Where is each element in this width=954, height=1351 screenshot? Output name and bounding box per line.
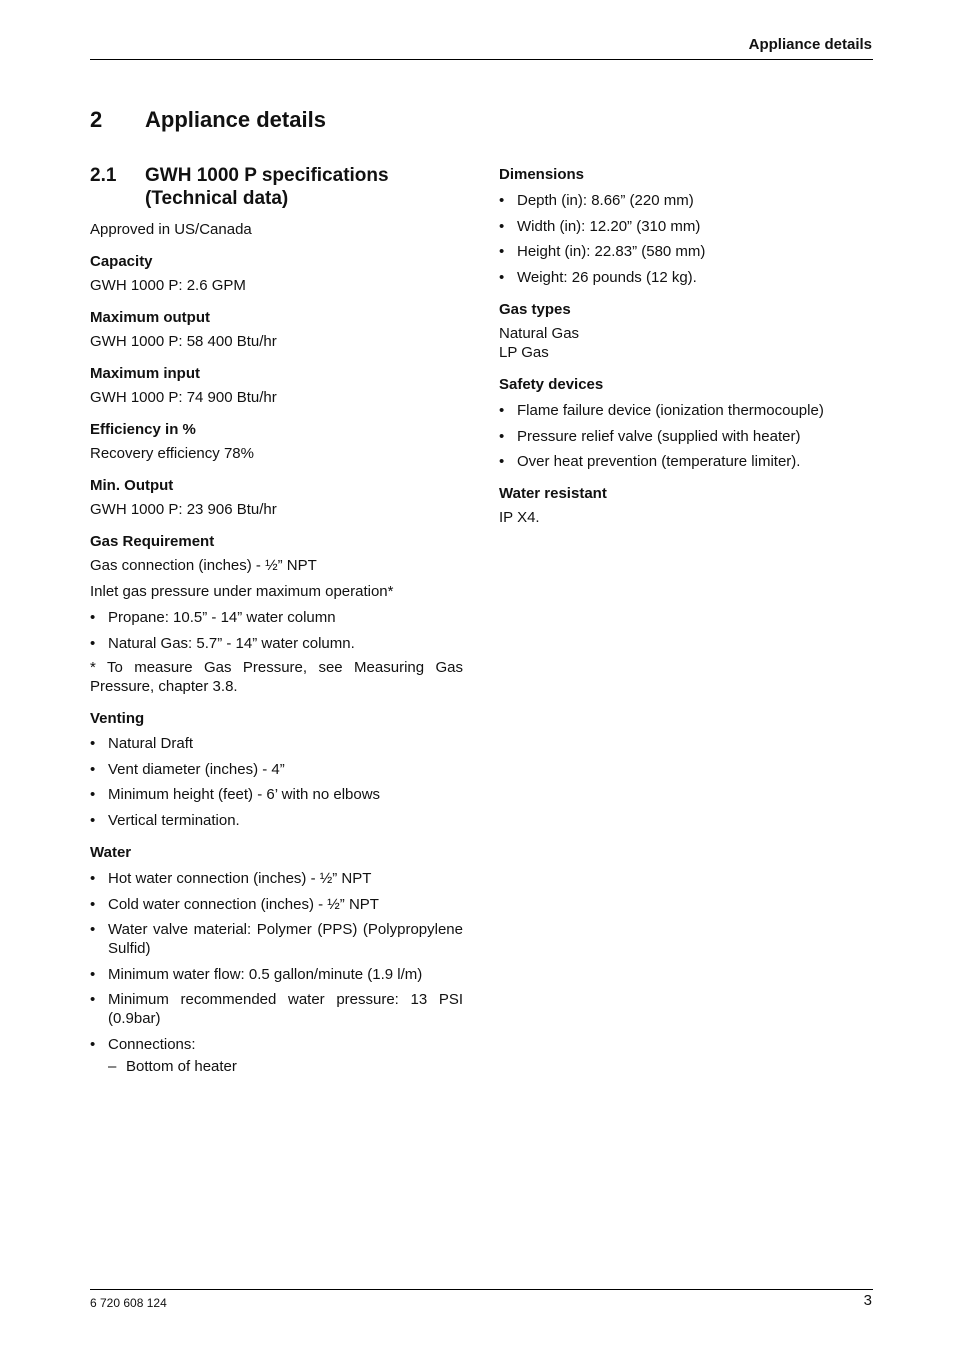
approval-text (90, 220, 463, 239)
list-item: • Vent diameter (inches) - 4” (90, 760, 463, 779)
list-item: • Flame failure device (ionization thermocouple) (499, 401, 873, 420)
section-number: 2.1 (90, 165, 117, 186)
section-heading (90, 164, 463, 210)
sub-list-item: – Bottom of heater (108, 1057, 463, 1076)
water-block (90, 843, 463, 1076)
gas-types-label: Gas types (499, 301, 571, 318)
list-item: • Height (in): 22.83” (580 mm) (499, 242, 873, 261)
efficiency-label: Efficiency in % (90, 421, 196, 438)
inlet-pressure-text: Inlet gas pressure under maximum operation* (90, 583, 394, 600)
list-item: • Width (in): 12.20” (310 mm) (499, 217, 873, 236)
section-title: GWH 1000 P specifications (Technical data) (145, 165, 389, 209)
gas-pressure-list (90, 608, 463, 653)
water-resistant-block (499, 484, 873, 527)
dimensions-label: Dimensions (499, 166, 585, 183)
list-item (90, 1035, 463, 1076)
venting-label: Venting (90, 710, 145, 727)
list-item: • Minimum recommended water pressure: 13 PSI (0.9bar) (90, 990, 463, 1028)
venting-block (90, 709, 463, 836)
running-header-title: Appliance details (748, 36, 872, 53)
water-resistant-value: IP X4. (499, 509, 540, 526)
safety-devices-block (499, 375, 873, 478)
header-rule (90, 59, 873, 60)
capacity-block (90, 252, 463, 295)
capacity-label: Capacity (90, 253, 153, 270)
water-resistant-label: Water resistant (499, 485, 607, 502)
list-item: • Natural Gas: 5.7” - 14” water column. (90, 634, 463, 653)
list-item: • Depth (in): 8.66” (220 mm) (499, 191, 873, 210)
max-output-label: Maximum output (90, 309, 210, 326)
list-item: • Propane: 10.5” - 14” water column (90, 608, 463, 627)
list-item: • Water valve material: Polymer (PPS) (Polypropylene Sulfid) (90, 920, 463, 958)
list-item: • Vertical termination. (90, 811, 463, 830)
max-input-value: GWH 1000 P: 74 900 Btu/hr (90, 389, 277, 406)
gas-connection-text: Gas connection (inches) - ½” NPT (90, 557, 317, 574)
min-output-value: GWH 1000 P: 23 906 Btu/hr (90, 501, 277, 518)
chapter-number: 2 (90, 107, 103, 132)
max-input-label: Maximum input (90, 365, 201, 382)
approved-text: Approved in US/Canada (90, 221, 252, 238)
gas-type-natural: Natural Gas (499, 325, 580, 342)
list-item: • Natural Draft (90, 734, 463, 753)
page-number: 3 (863, 1292, 872, 1309)
list-item: • Cold water connection (inches) - ½” NPT (90, 895, 463, 914)
list-item: • Pressure relief valve (supplied with heater) (499, 427, 873, 446)
list-item: • Hot water connection (inches) - ½” NPT (90, 869, 463, 888)
list-item: • Weight: 26 pounds (12 kg). (499, 268, 873, 287)
chapter-title: Appliance details (145, 107, 326, 132)
safety-devices-label: Safety devices (499, 376, 604, 393)
document-code: 6 720 608 124 (90, 1296, 167, 1310)
gas-requirement-label: Gas Requirement (90, 533, 215, 550)
water-label: Water (90, 844, 132, 861)
footer-rule (90, 1289, 873, 1290)
max-input-block (90, 364, 463, 407)
max-output-value: GWH 1000 P: 58 400 Btu/hr (90, 333, 277, 350)
gas-types-block (499, 300, 873, 362)
min-output-label: Min. Output (90, 477, 174, 494)
list-item: • Minimum water flow: 0.5 gallon/minute (1.9 l/m) (90, 965, 463, 984)
gas-type-lp: LP Gas (499, 344, 549, 361)
gas-requirement-block (90, 532, 463, 696)
venting-list (90, 734, 463, 830)
capacity-value: GWH 1000 P: 2.6 GPM (90, 277, 246, 294)
list-item: • Over heat prevention (temperature limiter). (499, 452, 873, 471)
safety-devices-list (499, 401, 873, 471)
dimensions-list (499, 191, 873, 287)
gas-pressure-note: * To measure Gas Pressure, see Measuring Gas Pressure, chapter 3.8. (90, 659, 463, 695)
efficiency-value: Recovery efficiency 78% (90, 445, 254, 462)
dimensions-block (499, 165, 873, 293)
min-output-block (90, 476, 463, 519)
efficiency-block (90, 420, 463, 463)
max-output-block (90, 308, 463, 351)
connections-label: Connections: (108, 1035, 196, 1053)
chapter-heading (90, 107, 326, 133)
water-list (90, 869, 463, 1076)
list-item: • Minimum height (feet) - 6’ with no elbows (90, 785, 463, 804)
